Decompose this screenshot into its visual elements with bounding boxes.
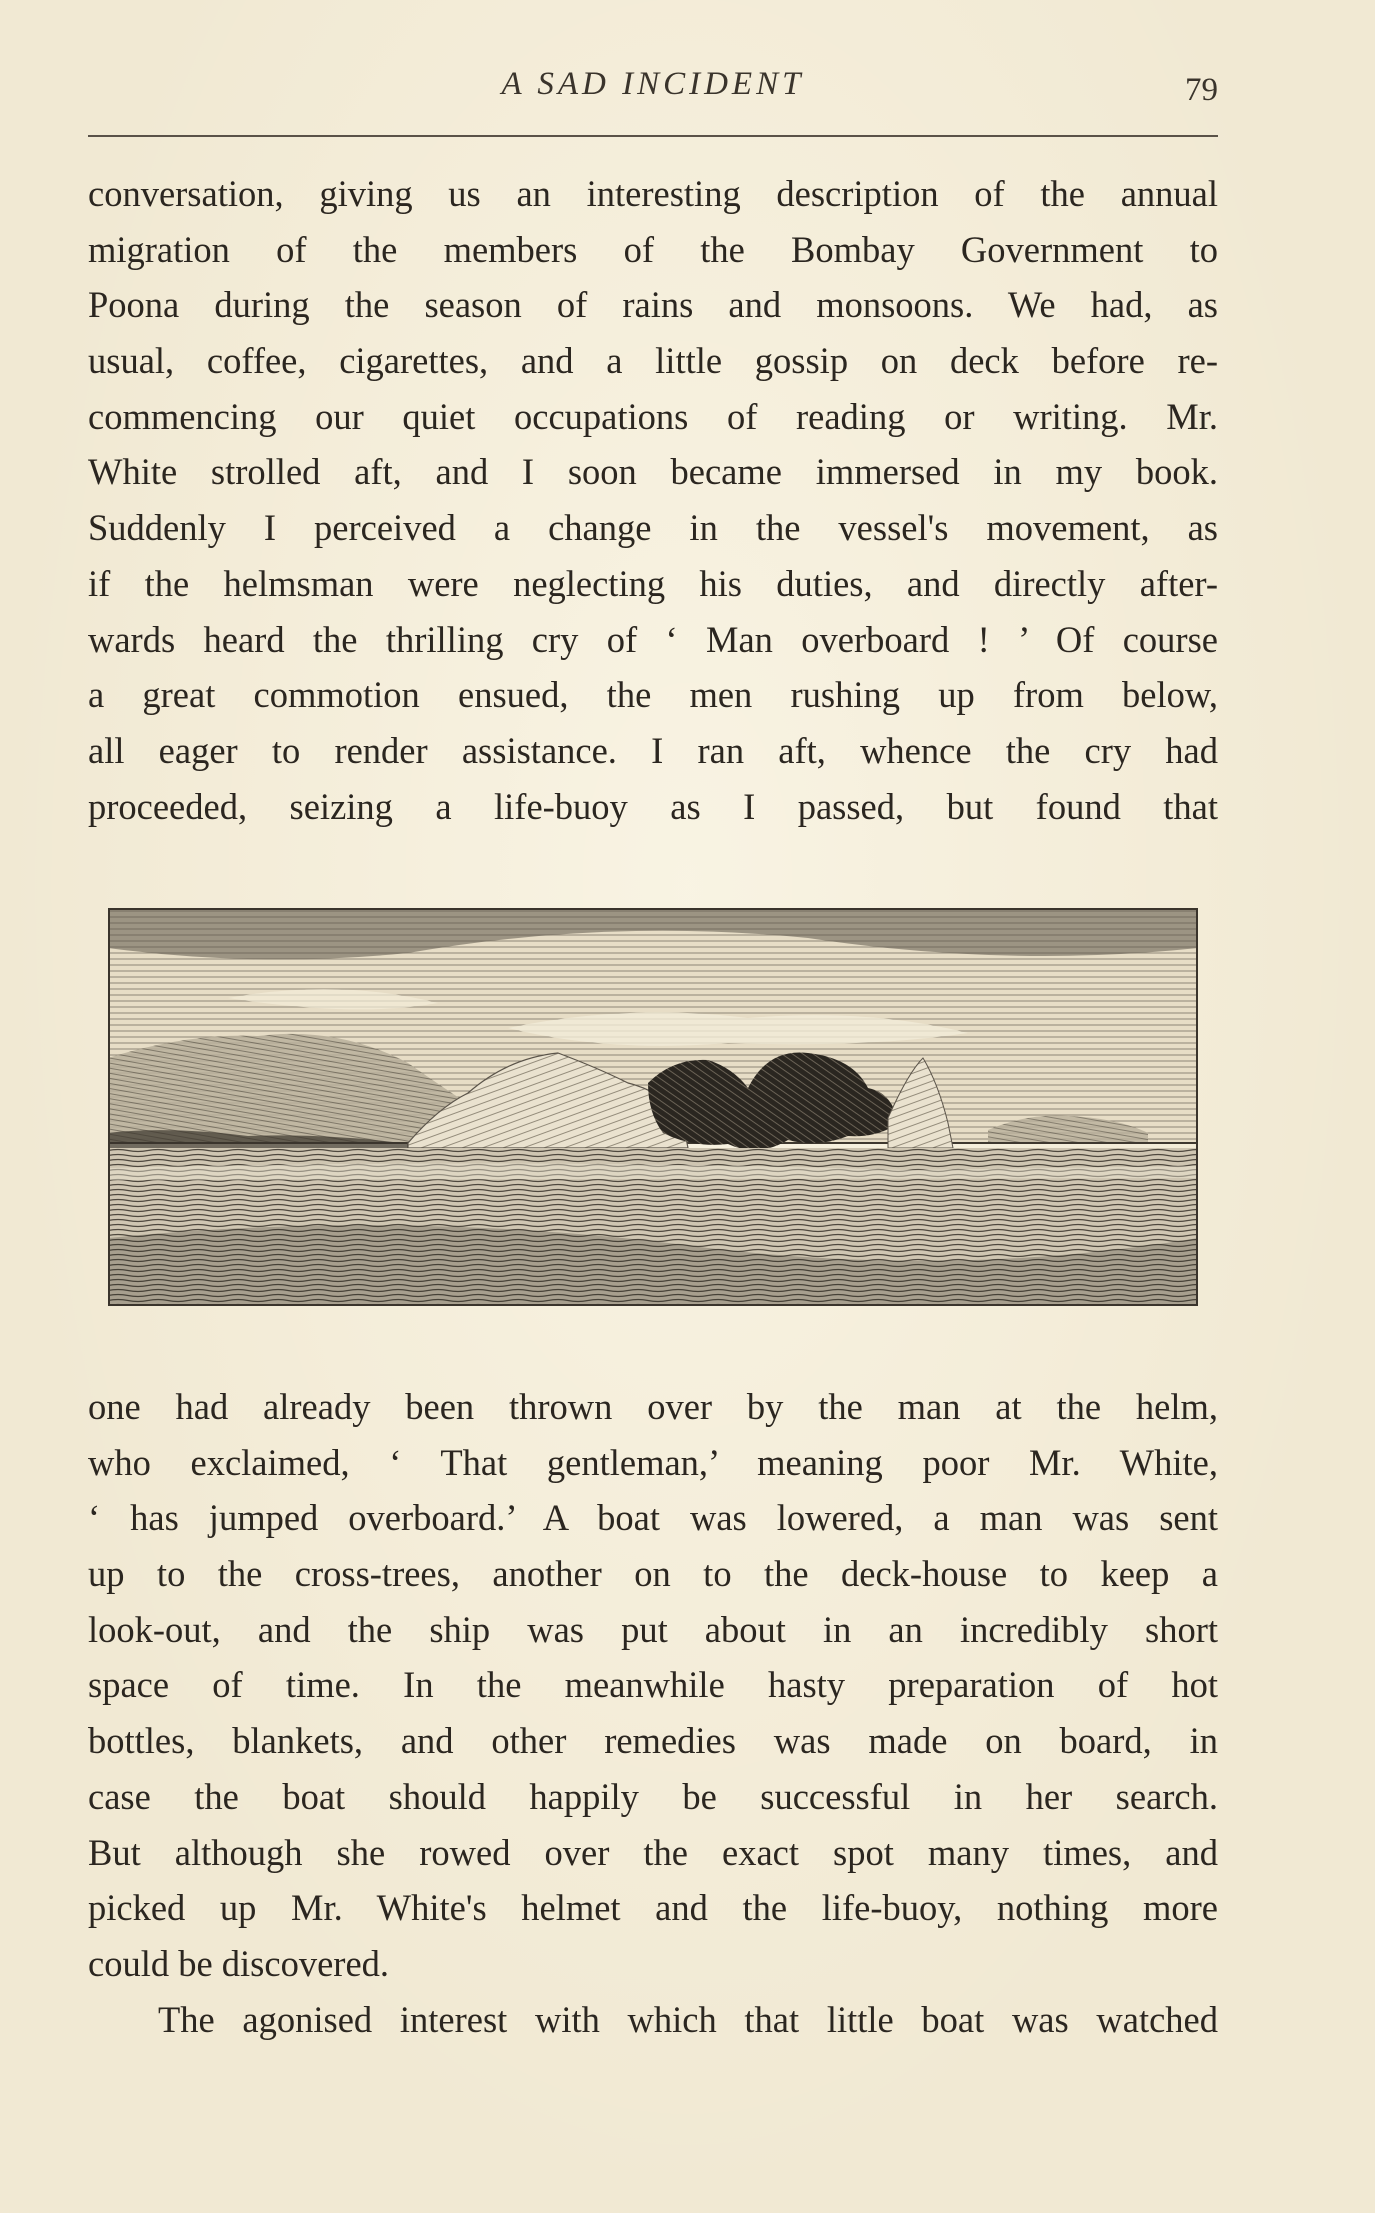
text-line: look-out, and the ship was put about in an incredibly short bbox=[88, 1608, 1218, 1650]
seascape-engraving bbox=[108, 908, 1198, 1306]
engraving-illustration bbox=[108, 908, 1198, 1306]
text-line: ‘ has jumped overboard.’ A boat was lowered, a man was sent bbox=[88, 1497, 1218, 1539]
text-line: all eager to render assistance. I ran aft, whence the cry had bbox=[88, 729, 1218, 771]
text-line: conversation, giving us an interesting description of the annual bbox=[88, 173, 1218, 214]
paragraph bbox=[88, 1379, 1218, 1992]
text-line: proceeded, seizing a life-buoy as I passed, but found that bbox=[88, 785, 1218, 827]
text-line: wards heard the thrilling cry of ‘ Man overboard ! ’ Of course bbox=[88, 618, 1218, 660]
text-line: Poona during the season of rains and monsoons. We had, as bbox=[88, 284, 1218, 326]
text-line: a great commotion ensued, the men rushing up from below, bbox=[88, 674, 1218, 716]
paragraph-continued bbox=[88, 1379, 1218, 2047]
paragraph-top bbox=[88, 166, 1218, 834]
text-line: picked up Mr. White's helmet and the life-buoy, nothing more bbox=[88, 1887, 1218, 1929]
text-line: one had already been thrown over by the man at the helm, bbox=[88, 1386, 1218, 1427]
text-line: up to the cross-trees, another on to the deck-house to keep a bbox=[88, 1553, 1218, 1595]
text-line: space of time. In the meanwhile hasty preparation of hot bbox=[88, 1664, 1218, 1706]
text-line: usual, coffee, cigarettes, and a little gossip on deck before re- bbox=[88, 340, 1218, 382]
text-line: who exclaimed, ‘ That gentleman,’ meaning poor Mr. White, bbox=[88, 1441, 1218, 1483]
paragraph bbox=[88, 1992, 1218, 2048]
page-number: 79 bbox=[1185, 72, 1218, 108]
text-line: commencing our quiet occupations of reading or writing. Mr. bbox=[88, 395, 1218, 437]
header-rule bbox=[88, 135, 1218, 137]
text-line: migration of the members of the Bombay Government to bbox=[88, 228, 1218, 270]
running-title: A SAD INCIDENT bbox=[501, 66, 805, 102]
text-line: Suddenly I perceived a change in the vessel's movement, as bbox=[88, 507, 1218, 549]
text-line: White strolled aft, and I soon became immersed in my book. bbox=[88, 451, 1218, 493]
text-line: if the helmsman were neglecting his duties, and directly after- bbox=[88, 562, 1218, 604]
text-line: could be discovered. bbox=[88, 1942, 390, 1984]
text-line: bottles, blankets, and other remedies was made on board, in bbox=[88, 1720, 1218, 1762]
text-line: case the boat should happily be successful in her search. bbox=[88, 1775, 1218, 1817]
paragraph bbox=[88, 166, 1218, 834]
text-line: But although she rowed over the exact spot many times, and bbox=[88, 1831, 1218, 1873]
running-head bbox=[88, 66, 1218, 106]
text-line: The agonised interest with which that little boat was watched bbox=[158, 1998, 1218, 2040]
